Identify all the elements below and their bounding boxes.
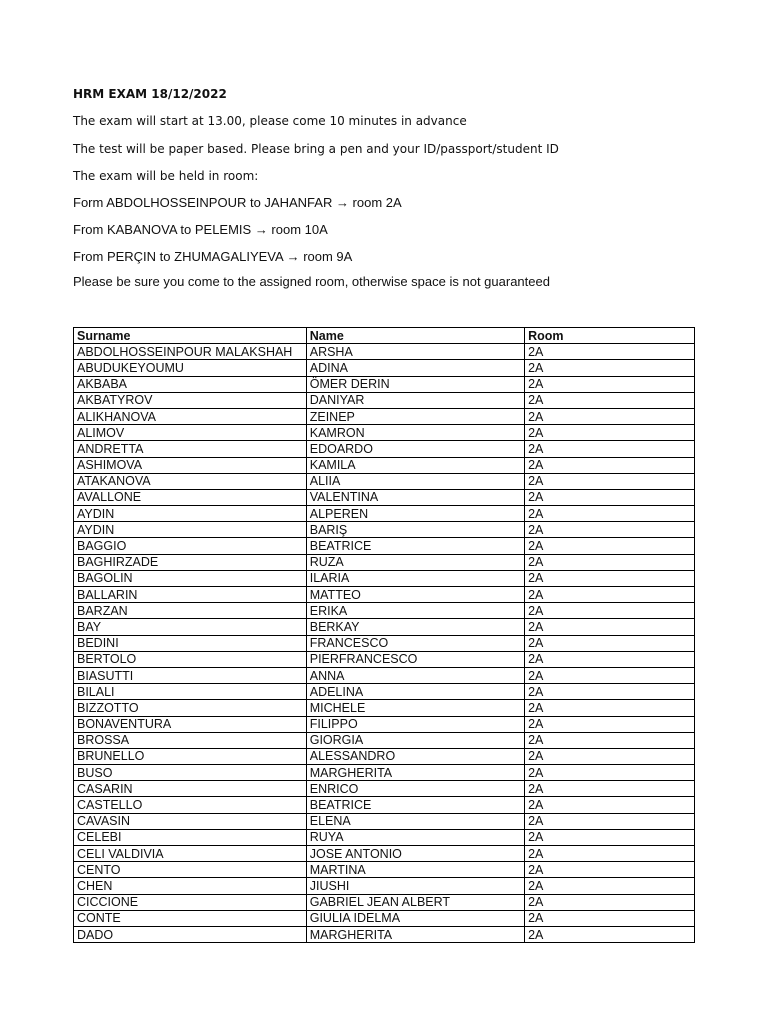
name-cell: KAMRON	[306, 425, 524, 441]
room-cell: 2A	[525, 862, 695, 878]
room-cell: 2A	[525, 506, 695, 522]
room-assignment-10a: From KABANOVA to PELEMIS → room 10A	[73, 222, 328, 237]
room-column-header: Room	[525, 328, 695, 344]
surname-cell: CELEBI	[74, 829, 307, 845]
room-cell: 2A	[525, 489, 695, 505]
room-cell: 2A	[525, 910, 695, 926]
table-row	[74, 781, 695, 797]
table-header-row	[74, 328, 695, 344]
room-cell: 2A	[525, 425, 695, 441]
name-cell: DANIYAR	[306, 392, 524, 408]
room-cell: 2A	[525, 651, 695, 667]
room-cell: 2A	[525, 603, 695, 619]
room-cell: 2A	[525, 716, 695, 732]
name-cell: MICHELE	[306, 700, 524, 716]
name-cell: MARGHERITA	[306, 765, 524, 781]
room-cell: 2A	[525, 846, 695, 862]
surname-cell: ALIKHANOVA	[74, 408, 307, 424]
surname-cell: AVALLONE	[74, 489, 307, 505]
table-row	[74, 829, 695, 845]
table-row	[74, 635, 695, 651]
surname-cell: BALLARIN	[74, 587, 307, 603]
room-cell: 2A	[525, 376, 695, 392]
surname-cell: BAGOLIN	[74, 570, 307, 586]
surname-cell: BILALI	[74, 684, 307, 700]
room-cell: 2A	[525, 732, 695, 748]
name-cell: ELENA	[306, 813, 524, 829]
surname-cell: ABDOLHOSSEINPOUR MALAKSHAH	[74, 344, 307, 360]
table-row	[74, 441, 695, 457]
table-row	[74, 878, 695, 894]
surname-cell: ABUDUKEYOUMU	[74, 360, 307, 376]
table-row	[74, 619, 695, 635]
surname-cell: ALIMOV	[74, 425, 307, 441]
room-cell: 2A	[525, 538, 695, 554]
room-cell: 2A	[525, 619, 695, 635]
table-row	[74, 392, 695, 408]
name-cell: RUYA	[306, 829, 524, 845]
table-row	[74, 732, 695, 748]
name-cell: ARSHA	[306, 344, 524, 360]
paper-based-notice: The test will be paper based. Please bring a pen and your ID/passport/student ID	[73, 142, 559, 156]
room-cell: 2A	[525, 473, 695, 489]
table-row	[74, 425, 695, 441]
name-cell: BARIŞ	[306, 522, 524, 538]
surname-cell: BAY	[74, 619, 307, 635]
surname-cell: CONTE	[74, 910, 307, 926]
name-column-header: Name	[306, 328, 524, 344]
room-cell: 2A	[525, 667, 695, 683]
table-row	[74, 765, 695, 781]
name-cell: ANNA	[306, 667, 524, 683]
room-cell: 2A	[525, 344, 695, 360]
name-cell: BEATRICE	[306, 538, 524, 554]
name-cell: ERIKA	[306, 603, 524, 619]
room-cell: 2A	[525, 894, 695, 910]
surname-cell: BONAVENTURA	[74, 716, 307, 732]
name-cell: ALESSANDRO	[306, 748, 524, 764]
name-cell: ALIIA	[306, 473, 524, 489]
surname-cell: ATAKANOVA	[74, 473, 307, 489]
room-cell: 2A	[525, 441, 695, 457]
surname-cell: CICCIONE	[74, 894, 307, 910]
name-cell: GIULIA IDELMA	[306, 910, 524, 926]
name-cell: BEATRICE	[306, 797, 524, 813]
surname-cell: CENTO	[74, 862, 307, 878]
table-row	[74, 522, 695, 538]
table-row	[74, 344, 695, 360]
table-row	[74, 473, 695, 489]
table-row	[74, 716, 695, 732]
room-cell: 2A	[525, 457, 695, 473]
surname-cell: BERTOLO	[74, 651, 307, 667]
room-cell: 2A	[525, 684, 695, 700]
room-cell: 2A	[525, 748, 695, 764]
room-cell: 2A	[525, 587, 695, 603]
room-assignment-9a: From PERÇIN to ZHUMAGALIYEVA → room 9A	[73, 249, 353, 264]
room-cell: 2A	[525, 635, 695, 651]
name-cell: ILARIA	[306, 570, 524, 586]
table-body	[74, 344, 695, 943]
surname-cell: BROSSA	[74, 732, 307, 748]
name-cell: BERKAY	[306, 619, 524, 635]
surname-cell: AKBATYROV	[74, 392, 307, 408]
table-row	[74, 408, 695, 424]
table-row	[74, 506, 695, 522]
surname-cell: BAGHIRZADE	[74, 554, 307, 570]
table-row	[74, 603, 695, 619]
name-cell: MATTEO	[306, 587, 524, 603]
room-cell: 2A	[525, 878, 695, 894]
table-row	[74, 489, 695, 505]
room-cell: 2A	[525, 813, 695, 829]
table-row	[74, 700, 695, 716]
table-row	[74, 894, 695, 910]
surname-cell: CELI VALDIVIA	[74, 846, 307, 862]
name-cell: ÖMER DERIN	[306, 376, 524, 392]
room-cell: 2A	[525, 700, 695, 716]
name-cell: ADINA	[306, 360, 524, 376]
room-cell: 2A	[525, 554, 695, 570]
name-cell: ALPEREN	[306, 506, 524, 522]
surname-cell: BIASUTTI	[74, 667, 307, 683]
room-cell: 2A	[525, 781, 695, 797]
name-cell: ADELINA	[306, 684, 524, 700]
table-row	[74, 813, 695, 829]
room-intro-text: The exam will be held in room:	[73, 169, 259, 183]
room-cell: 2A	[525, 570, 695, 586]
room-cell: 2A	[525, 360, 695, 376]
table-row	[74, 667, 695, 683]
room-cell: 2A	[525, 829, 695, 845]
surname-cell: BRUNELLO	[74, 748, 307, 764]
surname-column-header: Surname	[74, 328, 307, 344]
name-cell: KAMILA	[306, 457, 524, 473]
table-row	[74, 651, 695, 667]
surname-cell: CASTELLO	[74, 797, 307, 813]
table-row	[74, 846, 695, 862]
name-cell: ENRICO	[306, 781, 524, 797]
surname-cell: CHEN	[74, 878, 307, 894]
table-row	[74, 684, 695, 700]
table-row	[74, 360, 695, 376]
name-cell: FILIPPO	[306, 716, 524, 732]
assigned-room-warning: Please be sure you come to the assigned room, otherwise space is not guaranteed	[73, 274, 550, 289]
name-cell: MARTINA	[306, 862, 524, 878]
name-cell: GABRIEL JEAN ALBERT	[306, 894, 524, 910]
room-cell: 2A	[525, 522, 695, 538]
surname-cell: ASHIMOVA	[74, 457, 307, 473]
table-row	[74, 862, 695, 878]
room-cell: 2A	[525, 926, 695, 942]
surname-cell: CASARIN	[74, 781, 307, 797]
room-assignment-2a: Form ABDOLHOSSEINPOUR to JAHANFAR → room 2A	[73, 195, 402, 210]
name-cell: VALENTINA	[306, 489, 524, 505]
surname-cell: BEDINI	[74, 635, 307, 651]
table-row	[74, 748, 695, 764]
room-cell: 2A	[525, 408, 695, 424]
surname-cell: BARZAN	[74, 603, 307, 619]
name-cell: JIUSHI	[306, 878, 524, 894]
name-cell: PIERFRANCESCO	[306, 651, 524, 667]
name-cell: EDOARDO	[306, 441, 524, 457]
name-cell: MARGHERITA	[306, 926, 524, 942]
surname-cell: DADO	[74, 926, 307, 942]
surname-cell: BAGGIO	[74, 538, 307, 554]
surname-cell: BIZZOTTO	[74, 700, 307, 716]
table-row	[74, 587, 695, 603]
surname-cell: BUSO	[74, 765, 307, 781]
surname-cell: AYDIN	[74, 522, 307, 538]
table-row	[74, 457, 695, 473]
name-cell: GIORGIA	[306, 732, 524, 748]
room-cell: 2A	[525, 392, 695, 408]
table-row	[74, 554, 695, 570]
table-row	[74, 538, 695, 554]
name-cell: RUZA	[306, 554, 524, 570]
surname-cell: AYDIN	[74, 506, 307, 522]
exam-start-notice: The exam will start at 13.00, please come 10 minutes in advance	[73, 114, 467, 128]
room-cell: 2A	[525, 765, 695, 781]
table-row	[74, 926, 695, 942]
table-row	[74, 376, 695, 392]
surname-cell: CAVASIN	[74, 813, 307, 829]
table-row	[74, 570, 695, 586]
name-cell: JOSE ANTONIO	[306, 846, 524, 862]
surname-cell: AKBABA	[74, 376, 307, 392]
table-row	[74, 910, 695, 926]
name-cell: ZEINEP	[306, 408, 524, 424]
surname-cell: ANDRETTA	[74, 441, 307, 457]
table-row	[74, 797, 695, 813]
student-room-table	[73, 327, 695, 943]
exam-title: HRM EXAM 18/12/2022	[73, 87, 227, 101]
name-cell: FRANCESCO	[306, 635, 524, 651]
room-cell: 2A	[525, 797, 695, 813]
